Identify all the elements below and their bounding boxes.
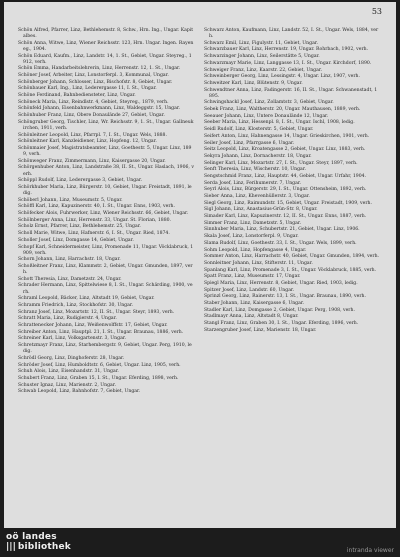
directory-entry: Seeber Maria, Linz, Hessenpl. 8, I. St., Ungar. Ischl, 1908, ledig.: [204, 120, 355, 126]
left-column: [18, 28, 194, 396]
directory-entry: Spitzer Josef, Linz, Landstr. 60, Ungar.: [204, 287, 295, 293]
scanned-page: [4, 2, 396, 528]
directory-entry: Schwendtner Anna, Linz, Fadingerstr. 16, II. St., Ungar. Schwanenstadt, 1895.: [204, 87, 378, 99]
directory-entry: Sohm Leopold, Linz, Hopfengasse 4, Ungar.: [204, 247, 307, 253]
directory-entry: Schönberger Johann, Schlosser, Linz, Bischofstr. 8, Gebiet, Ungar.: [18, 79, 173, 85]
directory-entry: Simmer Franz, Linz, Dametzstr. 5, Ungar.: [204, 220, 302, 226]
directory-entry: Schönmaier Josef, Magistratsbeamter, Linz, Goethestr. 5, Ungar. Linz, 1899, verh.: [18, 146, 192, 158]
directory-entry: Schrattenecker Johann, Linz, Weißenwolffstr. 17, Gebiet, Ungar.: [18, 323, 168, 328]
directory-entry: Schöne Ferdinand, Bahnbediensteter, Linz, Ungar.: [18, 93, 136, 99]
directory-entry: Schönhuber Franz, Linz, Obere Donaulände 27, Gebiet, Ungar.: [18, 113, 165, 119]
directory-entry: Schuh Alois, Linz, Eisenhandstr. 31, Ungar.: [18, 369, 119, 375]
logo-bars-icon: |||: [6, 542, 16, 552]
directory-entry: Schöneck Maria, Linz, Reindlstr. 4, Gebiet, Steyreg., 1879, verh.: [18, 99, 169, 105]
directory-entry: Siegl Georg, Linz, Raimundstr. 15, Gebiet, Ungar. Freistadt, 1909, verh.: [204, 200, 372, 206]
directory-entry: Schön Emma, Handarbeitslehrerin, Linz, Herrenstr. 12, 1. St., Ungar.: [18, 66, 181, 72]
directory-entry: Sebek Franz, Linz, Waltherstr. 20, Ungar. Mauthausen, 1889, verh.: [204, 107, 361, 113]
directory-entry: Schöfecker Alois, Fuhrwerker, Linz, Wiener Reichsstr. 66, Gebiet, Ungar.: [18, 211, 189, 217]
directory-entry: Sigl Johann, Linz, Anastasius-Grün-Str. 8, Ungar.: [204, 207, 318, 213]
directory-entry: Schön Alfred, Pfarrer, Linz, Bethlehemstr. 8, Schw., Hrn. Ing., Ungar. Kapitalbes.: [18, 28, 194, 40]
directory-entry: Scholl Marie, Witwe, Linz, Hafnerstr. 6, I. St., Ungar. Ried, 1874.: [18, 231, 170, 237]
directory-entry: Schraml Leopold, Bäcker, Linz, Altstadt 19, Gebiet, Ungar.: [18, 296, 155, 302]
directory-entry: Schreiner Karl, Linz, Volksgartenstr. 3, Ungar.: [18, 336, 126, 342]
directory-entry: Sprinzl Georg, Linz, Rainerstr. 13, I. St., Ungar. Braunau, 1890, verh.: [204, 294, 366, 300]
library-logo[interactable]: [6, 532, 71, 552]
directory-entry: Schörkhuber Maria, Linz, Bürgerstr. 10, Gebiet, Ungar. Freistadt, 1891, ledig.: [18, 184, 192, 197]
directory-entry: Schröder Josef, Linz, Humboldtstr. 6, Gebiet, Ungar. Linz, 1905, verh.: [18, 362, 181, 368]
directory-entry: Spatt Franz, Linz, Museumstr. 17, Ungar.: [204, 274, 301, 280]
directory-entry: Schönfeld Johann, Eisenbahnwerkmann, Linz, Waldeggstr. 15, Ungar.: [18, 106, 180, 112]
directory-entry: Schwarz Anton, Kaufmann, Linz, Landstr. 52, I. St., Ungar. Wels, 1884, verh.: [204, 28, 379, 40]
directory-entry: Schöngruber Georg, Tischler, Linz, Wr. Reichsstr. 9, 1. St., Ungar. Gallneukirchen, 1911, verh.: [18, 119, 194, 131]
directory-entry: Slama Rudolf, Linz, Goethestr. 33, I. St., Ungar. Wels, 1899, verh.: [204, 240, 357, 246]
directory-entry: Schön Eduard, Kaufm., Linz, Landstr. 14, 1. St., Gebiet, Ungar. Steyreg., 1912, verh.: [18, 53, 192, 65]
directory-entry: Schölnberger Anna, Linz, Herrenstr. 33, Ungar. St. Florian, 1880.: [18, 217, 172, 223]
directory-entry: Seidl Rudolf, Linz, Klosterstr. 5, Gebiet, Ungar.: [204, 127, 314, 133]
directory-entry: Schott Theresia, Linz, Dametzstr. 24, Ungar.: [18, 276, 122, 282]
directory-entry: Seitz Leopold, Linz, Kroatengasse 2, Gebiet, Ungar. Linz, 1883, verh.: [204, 147, 366, 153]
directory-entry: Seifert Anton, Linz, Hahnengasse 14, Ungar. Grieskirchen, 1901, verh.: [204, 133, 370, 139]
directory-entry: Schrader Hermann, Linz, Spittelwiese 8, I. St., Ungar. Schärding, 1900, verh.: [18, 283, 193, 295]
directory-entry: Schörgenhuber Anton, Linz, Landstraße 38, II. St., Ungar. Haslach, 1906, verh.: [18, 165, 194, 177]
directory-entry: Sonnleitner Johann, Linz, Stifterstr. 11, Ungar.: [204, 260, 313, 266]
directory-entry: Schweinberger Georg, Linz, Lessingstr. 4, Ungar. Linz, 1907, verh.: [204, 74, 360, 80]
directory-entry: Scholler Josef, Linz, Domgasse 14, Gebiet, Ungar.: [18, 237, 134, 243]
directory-entry: Schwingshackl Josef, Linz, Zollamtstr. 3, Gebiet, Ungar.: [204, 100, 334, 106]
directory-entry: Schöppl Rudolf, Linz, Lederergasse 3, Gebiet, Ungar.: [18, 178, 143, 184]
directory-entry: Schrödl Georg, Linz, Dinghoferstr. 28, Ungar.: [18, 355, 125, 361]
directory-entry: Sieber Anna, Linz, Khevenhüllerstr. 3, Ungar.: [204, 194, 310, 199]
logo-line2: bibliothek: [17, 542, 71, 552]
directory-entry: Seeauer Johann, Linz, Untere Donaulände 12, Ungar.: [204, 113, 329, 119]
directory-entry: Schöner Josef, Arbeiter, Linz, Lonstorferpl. 3, Kommunal, Ungar.: [18, 73, 169, 79]
directory-entry: Schramm Friedrich, Linz, Stockhofstr. 30, Ungar.: [18, 302, 134, 308]
directory-entry: Serda Josef, Linz, Ferihumerstr. 7, Ungar.: [204, 180, 301, 186]
directory-entry: Scholz Ernst, Pfarrer, Linz, Bethlehemstr. 25, Ungar.: [18, 224, 141, 230]
directory-entry: Skala Josef, Linz, Lonstorferpl. 9, Ungar.: [204, 234, 299, 240]
directory-entry: Schoßleitner Franz, Linz, Klammstr. 2, Gebiet, Ungar. Gmunden, 1897, verh.: [18, 264, 193, 276]
viewer-label: intranda viewer: [346, 547, 394, 554]
directory-entry: Spiegl Maria, Linz, Herrenstr. 8, Gebiet, Ungar. Ried, 1903, ledig.: [204, 280, 358, 286]
directory-entry: Starzengruber Josef, Linz, Marienstr. 18, Ungar.: [204, 327, 317, 333]
directory-entry: Schönweger Franz, Zimmermann, Linz, Kaisergasse 20, Ungar.: [18, 158, 166, 164]
directory-entry: Schöffl Karl, Linz, Kapuzinerstr. 40, I. St., Ungar. Enns, 1903, verh.: [18, 204, 175, 210]
directory-entry: Schubert Franz, Linz, Graben 15, I. St., Ungar. Eferding, 1898, verh.: [18, 375, 179, 381]
directory-entry: Schönleitner Karl, Kanzleidiener, Linz, Hopfeng. 12, Ungar.: [18, 139, 157, 145]
directory-entry: Schorn Johann, Linz, Harrachstr. 18, Ungar.: [18, 257, 121, 263]
directory-entry: Sengstschmid Franz, Linz, Hauptstr. 44, Gebiet, Ungar. Urfahr, 1904.: [204, 173, 367, 179]
directory-entry: Stadlmayr Anna, Linz, Altstadt 8, Ungar.: [204, 314, 299, 320]
directory-entry: Sekyra Johann, Linz, Dornacherstr. 18, Ungar.: [204, 153, 312, 159]
directory-entry: Schwarzbauer Karl, Linz, Herrenstr. 19, Ungar. Rohrbach, 1902, verh.: [204, 47, 369, 53]
directory-entry: Seyrl Alois, Linz, Bürgerstr. 29, I. St., Ungar. Ottensheim, 1892, verh.: [204, 187, 367, 193]
directory-entry: Staber Johann, Linz, Kaisergasse 6, Ungar.: [204, 301, 304, 306]
directory-entry: Schönbauer Karl, Ing., Linz, Lederergasse 11, I. St., Ungar.: [18, 86, 157, 92]
directory-entry: Schweitzer Karl, Linz, Blütenstr. 9, Ungar.: [204, 80, 303, 86]
directory-entry: Schwarzmayr Marie, Linz, Langgasse 13, I. St., Ungar. Kirchdorf, 1890.: [204, 60, 372, 66]
directory-entry: Schranz Josef, Linz, Mozartstr. 12, II. St., Ungar. Steyr, 1893, verh.: [18, 309, 175, 315]
directory-entry: Schweiger Franz, Linz, Kaarstr. 22, Gebiet, Ungar.: [204, 67, 322, 73]
directory-entry: Stangl Franz, Linz, Graben 30, I. St., Ungar. Eferding, 1896, verh.: [204, 321, 359, 327]
directory-entry: Senft Theresia, Linz, Wischerstr. 10, Ungar.: [204, 167, 306, 173]
directory-entry: Simader Karl, Linz, Kapuzinerstr. 12, II. St., Ungar. Enns, 1887, verh.: [204, 214, 367, 220]
directory-entry: Schönleitner Leopold, Linz, Pfarrpl. 7, I. St., Ungar. Wels, 1888.: [18, 132, 167, 138]
directory-entry: Schopf Karl, Schneidermeister, Linz, Promenade 11, Ungar. Vöcklabruck, 1909, verh.: [18, 244, 194, 256]
directory-entry: Schratt Maria, Linz, Rudigierstr. 4, Ungar.: [18, 316, 117, 322]
directory-entry: Schwarz Emil, Linz, Figulystr. 11, Gebiet, Ungar.: [204, 40, 318, 46]
directory-entry: Stadler Karl, Linz, Domgasse 2, Gebiet, Ungar. Perg, 1908, verh.: [204, 307, 355, 313]
page-number: 53: [371, 7, 382, 16]
directory-entry: Selinger Karl, Linz, Mozartstr. 27, I. St., Ungar. Steyr, 1897, verh.: [204, 160, 358, 166]
right-column: [204, 28, 380, 334]
directory-entry: Schreiber Anton, Linz, Hauptpl. 21, I. St., Ungar. Braunau, 1886, verh.: [18, 329, 184, 335]
directory-entry: Schretzmayr Franz, Linz, Starhembergstr. 9, Gebiet, Ungar. Perg, 1910, ledig.: [18, 343, 192, 355]
directory-entry: Sommer Anton, Linz, Harrachstr. 40, Gebiet, Ungar. Gmunden, 1894, verh.: [204, 254, 379, 260]
directory-entry: Schuster Ignaz, Linz, Marienstr. 2, Ungar.: [18, 382, 116, 388]
directory-entry: Schön Anna, Witwe, Linz, Wiener Reichsstr. 123, Hrn. Ungar. Ingen. Rayeneg., 1904.: [18, 40, 194, 52]
directory-entry: Spanlang Karl, Linz, Promenade 3, I. St., Ungar. Vöcklabruck, 1885, verh.: [204, 267, 377, 273]
directory-entry: Seiler Josef, Linz, Pfarrgasse 6, Ungar.: [204, 140, 295, 146]
directory-entry: Schwarzinger Johann, Linz, Seilerstätte 5, Ungar.: [204, 54, 320, 60]
logo-line1: oö landes: [6, 532, 57, 542]
directory-entry: Schwab Leopold, Linz, Bahnhofstr. 7, Gebiet, Ungar.: [18, 389, 141, 395]
directory-entry: Schöberl Johann, Linz, Museumstr. 5, Ungar.: [18, 197, 123, 203]
directory-entry: Sinnhuber Maria, Linz, Schubertstr. 21, Gebiet, Ungar. Linz, 1906.: [204, 227, 360, 233]
